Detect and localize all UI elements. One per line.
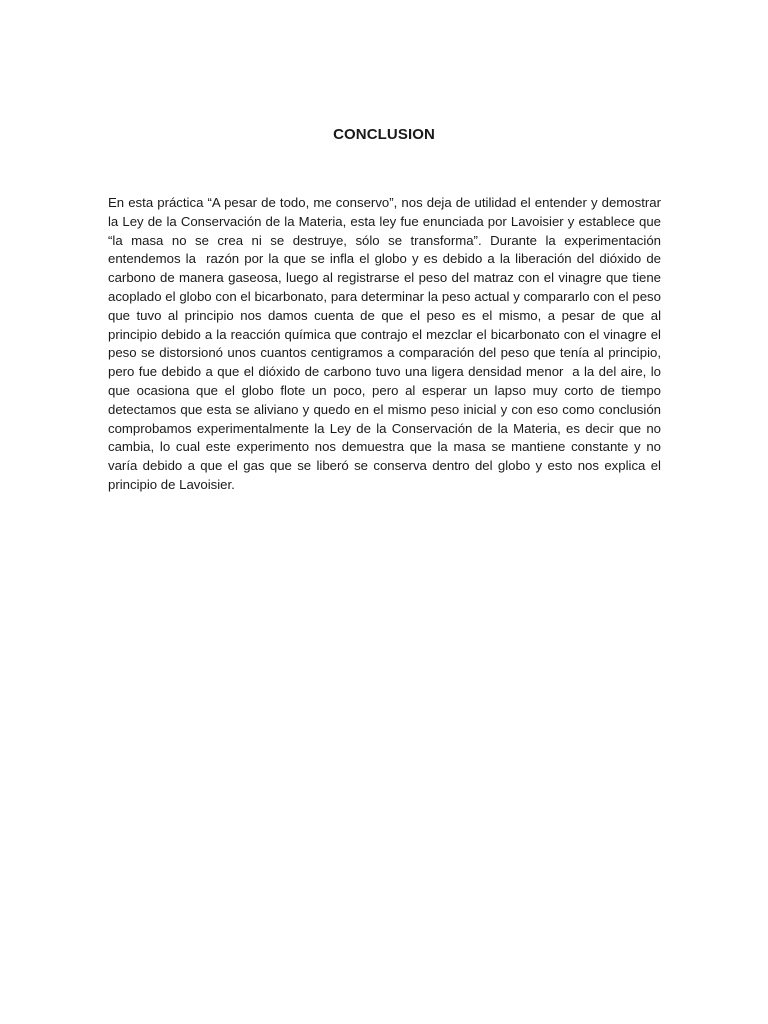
- page-title: CONCLUSION: [333, 126, 435, 143]
- conclusion-paragraph: En esta práctica “A pesar de todo, me conservo”, nos deja de utilidad el entender y demostrar la Ley de la Conservación de la Materia, esta ley fue enunciada por Lavoisier y establece que “la masa no se crea ni se destruye, sólo se transforma”. Durante la experimentación entendemos la razón por la que se infla el globo y es debido a la liberación del dióxido de carbono de manera gaseosa, luego al registrarse el peso del matraz con el vinagre que tiene acoplado el globo con el bicarbonato, para determinar la peso actual y compararlo con el peso que tuvo al principio nos damos cuenta de que el peso es el mismo, a pesar de que al principio debido a la reacción química que contrajo el mezclar el bicarbonato con el vinagre el peso se distorsionó unos cuantos centigramos a comparación del peso que tenía al principio, pero fue debido a que el dióxido de carbono tuvo una ligera densidad menor a la del aire, lo que ocasiona que el globo flote un poco, pero al esperar un lapso muy corto de tiempo detectamos que esta se aliviano y quedo en el mismo peso inicial y con eso como conclusión comprobamos experimentalmente la Ley de la Conservación de la Materia, es decir que no cambia, lo cual este experimento nos demuestra que la masa se mantiene constante y no varía debido a que el gas que se liberó se conserva dentro del globo y esto nos explica el principio de Lavoisier.: [108, 195, 665, 492]
